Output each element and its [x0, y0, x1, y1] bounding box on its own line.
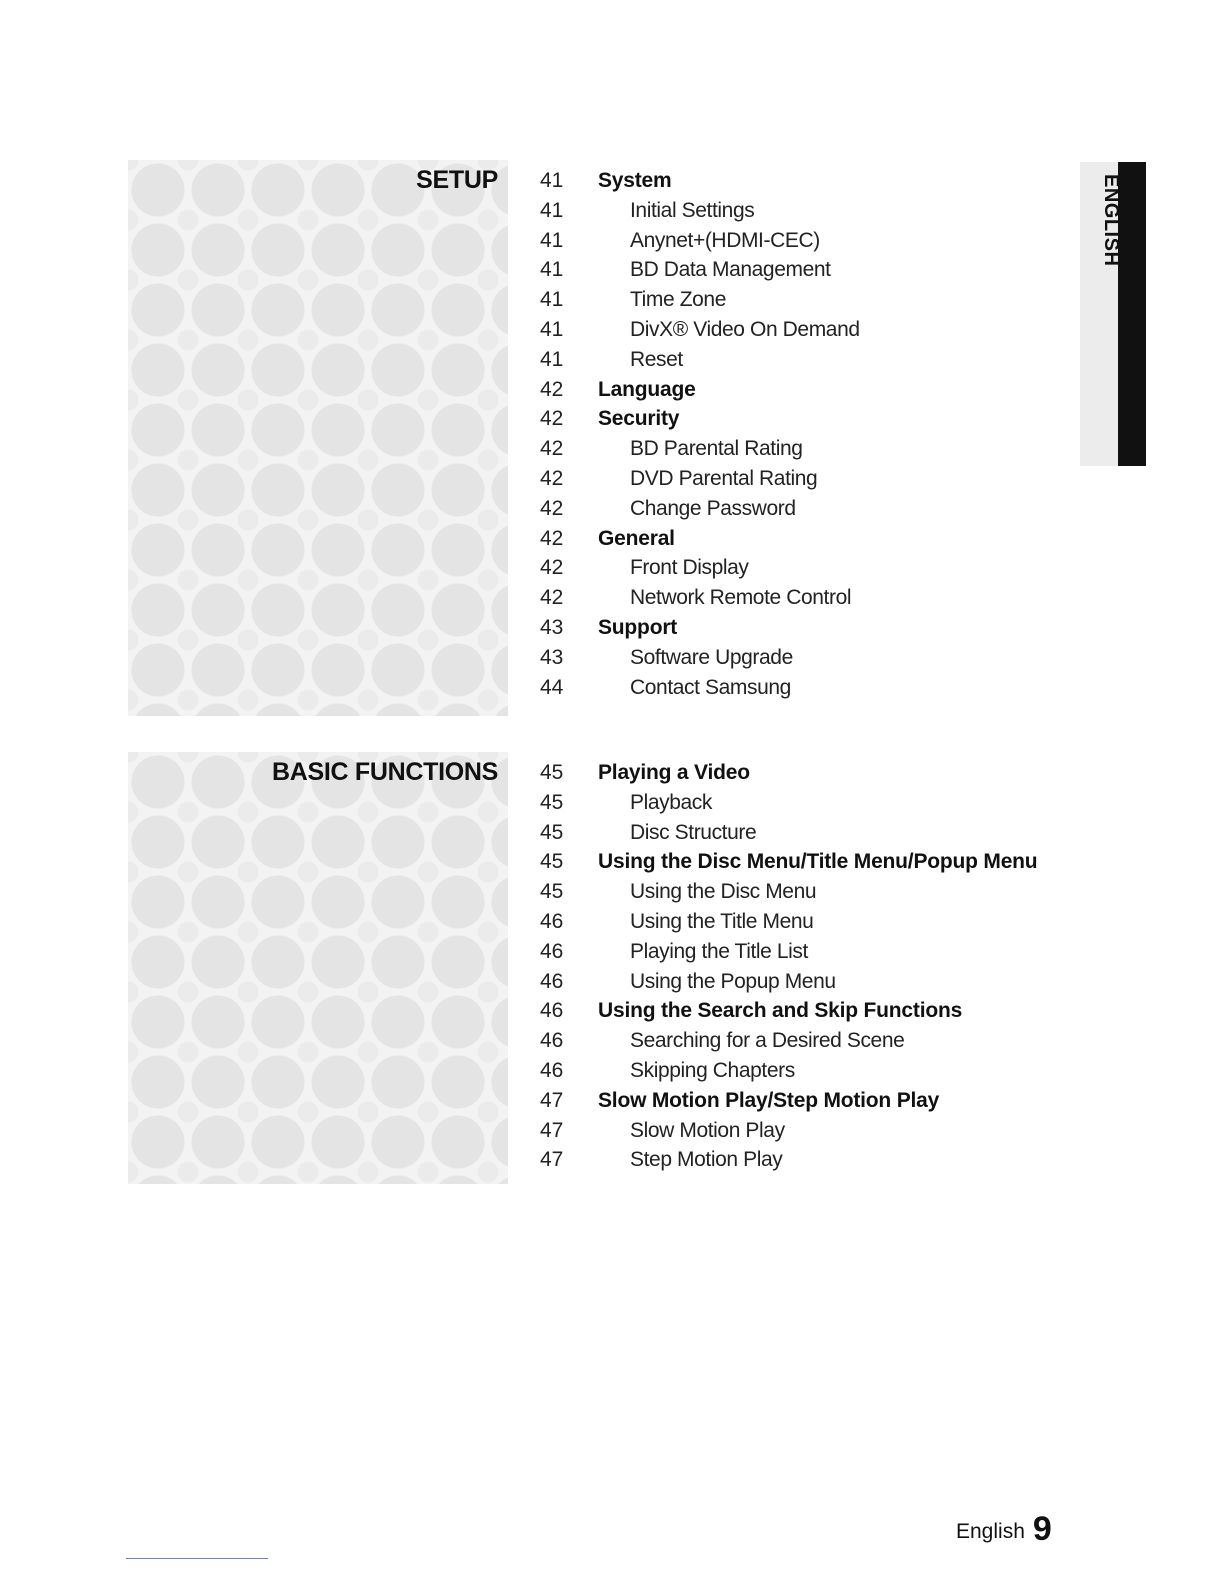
toc-page-number: 46 — [540, 939, 564, 963]
toc-entry-text: Slow Motion Play/Step Motion Play — [598, 1088, 940, 1112]
toc-entry-text: DVD Parental Rating — [630, 466, 818, 490]
toc-entry-text: Searching for a Desired Scene — [630, 1029, 905, 1053]
toc-entry[interactable] — [540, 1026, 1037, 1056]
toc-page-number: 41 — [540, 317, 564, 341]
toc-entry-text: Playing a Video — [598, 761, 750, 784]
setup-panel — [128, 160, 508, 716]
toc-page-number: 47 — [540, 1118, 564, 1142]
toc-page-number: 45 — [540, 790, 564, 814]
toc-heading[interactable] — [540, 524, 860, 554]
toc-entry-text: Using the Popup Menu — [630, 969, 836, 993]
toc-entry-text: Anynet+(HDMI-CEC) — [630, 228, 820, 252]
toc-page-number: 45 — [540, 761, 564, 784]
basic-functions-toc — [540, 758, 1037, 1175]
toc-entry-text: Language — [598, 377, 696, 401]
language-tab-bar — [1118, 162, 1146, 466]
language-tab-label: ENGLISH — [1100, 174, 1122, 267]
toc-heading[interactable] — [540, 166, 860, 196]
toc-page-number: 45 — [540, 880, 564, 904]
toc-entry-text: Slow Motion Play — [630, 1118, 785, 1142]
section-title-basic-functions: BASIC FUNCTIONS — [271, 758, 498, 786]
basic-functions-panel — [128, 752, 508, 1184]
toc-heading[interactable] — [540, 758, 1037, 788]
toc-entry[interactable] — [540, 553, 860, 583]
toc-page-number: 43 — [540, 615, 564, 639]
toc-page-number: 41 — [540, 258, 564, 282]
toc-entry[interactable] — [540, 255, 860, 285]
toc-entry-text: Using the Title Menu — [630, 909, 814, 933]
toc-entry-text: Disc Structure — [630, 820, 757, 844]
toc-entry[interactable] — [540, 464, 860, 494]
toc-page-number: 47 — [540, 1148, 564, 1172]
toc-entry-text: DivX® Video On Demand — [630, 317, 860, 341]
toc-entry[interactable] — [540, 434, 860, 464]
toc-page-number: 42 — [540, 407, 564, 431]
toc-page-number: 42 — [540, 466, 564, 490]
toc-page-number: 42 — [540, 586, 564, 610]
page-footer — [956, 1510, 1052, 1549]
toc-entry[interactable] — [540, 315, 860, 345]
section-title-setup: SETUP — [416, 166, 498, 194]
page-number: 9 — [1032, 1510, 1052, 1548]
toc-page-number: 46 — [540, 969, 564, 993]
toc-entry[interactable] — [540, 285, 860, 315]
toc-entry-text: Playback — [630, 790, 713, 814]
toc-entry-text: Playing the Title List — [630, 939, 808, 963]
toc-page-number: 41 — [540, 169, 564, 192]
toc-page-number: 41 — [540, 198, 564, 222]
scan-edge-line — [126, 1558, 268, 1559]
toc-page-number: 46 — [540, 1058, 564, 1082]
toc-heading[interactable] — [540, 1086, 1037, 1116]
toc-entry-text: Using the Search and Skip Functions — [598, 999, 963, 1023]
toc-entry[interactable] — [540, 673, 860, 703]
toc-page-number: 42 — [540, 526, 564, 550]
toc-entry-text: Using the Disc Menu/Title Menu/Popup Menu — [598, 850, 1038, 874]
toc-entry-text: Software Upgrade — [630, 645, 793, 669]
toc-heading[interactable] — [540, 404, 860, 434]
toc-page-number: 42 — [540, 496, 564, 520]
toc-entry[interactable] — [540, 877, 1037, 907]
toc-entry[interactable] — [540, 494, 860, 524]
toc-entry-text: Network Remote Control — [630, 586, 852, 610]
toc-page-number: 47 — [540, 1088, 564, 1112]
toc-entry-text: System — [598, 169, 672, 192]
toc-heading[interactable] — [540, 375, 860, 405]
toc-entry-text: Change Password — [630, 496, 796, 520]
toc-entry-text: Contact Samsung — [630, 675, 791, 699]
toc-entry-text: BD Parental Rating — [630, 437, 803, 461]
toc-page-number: 46 — [540, 999, 564, 1023]
toc-entry[interactable] — [540, 583, 860, 613]
toc-page-number: 41 — [540, 288, 564, 312]
toc-entry-text: Security — [598, 407, 680, 431]
toc-heading[interactable] — [540, 996, 1037, 1026]
toc-entry[interactable] — [540, 818, 1037, 848]
toc-entry-text: General — [598, 526, 675, 550]
toc-entry[interactable] — [540, 907, 1037, 937]
toc-page-number: 46 — [540, 1029, 564, 1053]
toc-page-number: 41 — [540, 228, 564, 252]
toc-entry-text: Skipping Chapters — [630, 1058, 795, 1082]
toc-entry-text: Reset — [630, 347, 683, 371]
footer-language: English — [956, 1520, 1025, 1543]
toc-entry[interactable] — [540, 1145, 1037, 1175]
setup-toc — [540, 166, 860, 702]
toc-entry[interactable] — [540, 1116, 1037, 1146]
toc-entry-text: Time Zone — [630, 288, 726, 312]
toc-entry[interactable] — [540, 937, 1037, 967]
toc-entry[interactable] — [540, 226, 860, 256]
toc-entry[interactable] — [540, 1056, 1037, 1086]
toc-page-number: 42 — [540, 437, 564, 461]
toc-entry[interactable] — [540, 345, 860, 375]
toc-entry-text: Initial Settings — [630, 198, 755, 222]
toc-page-number: 41 — [540, 347, 564, 371]
toc-entry-text: Using the Disc Menu — [630, 880, 817, 904]
toc-heading[interactable] — [540, 613, 860, 643]
toc-page-number: 45 — [540, 850, 564, 874]
toc-entry-text: Support — [598, 615, 678, 639]
toc-entry[interactable] — [540, 788, 1037, 818]
toc-page-number: 46 — [540, 909, 564, 933]
toc-page-number: 42 — [540, 556, 564, 580]
toc-page-number: 42 — [540, 377, 564, 401]
toc-entry[interactable] — [540, 967, 1037, 997]
toc-entry[interactable] — [540, 196, 860, 226]
toc-page-number: 45 — [540, 820, 564, 844]
toc-entry-text: BD Data Management — [630, 258, 831, 282]
toc-entry-text: Front Display — [630, 556, 749, 580]
toc-entry-text: Step Motion Play — [630, 1148, 783, 1172]
toc-entry[interactable] — [540, 643, 860, 673]
toc-heading[interactable] — [540, 847, 1037, 877]
toc-page-number: 44 — [540, 675, 564, 699]
toc-page-number: 43 — [540, 645, 564, 669]
